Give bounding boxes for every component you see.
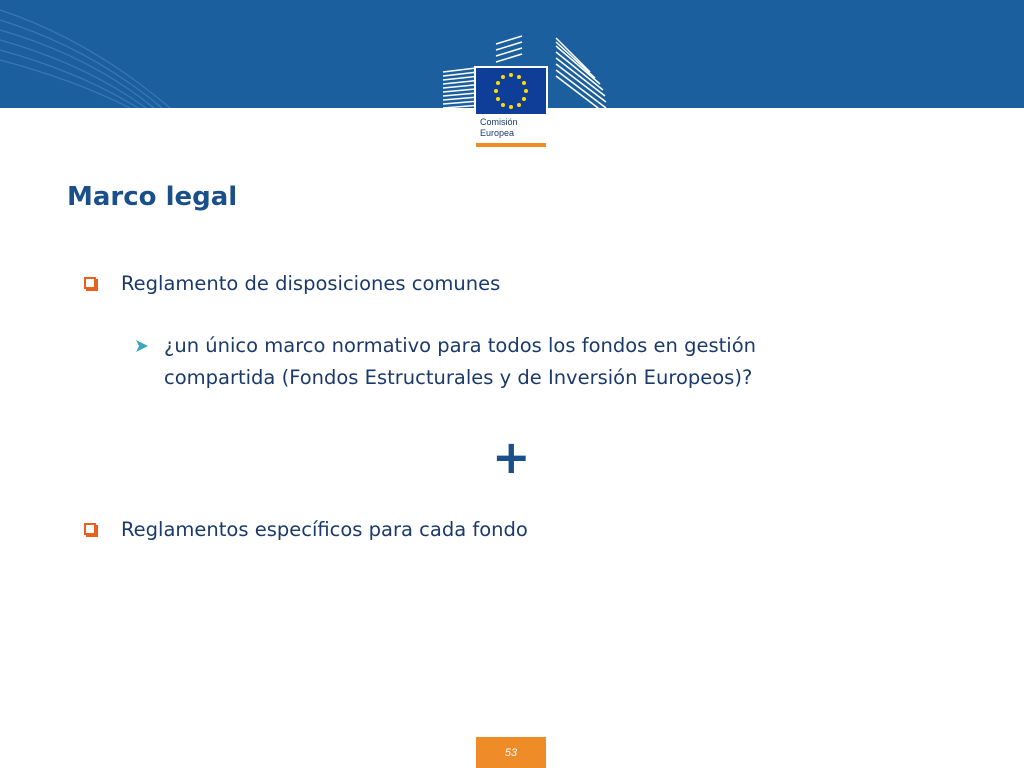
logo-line-1: Comisión: [480, 117, 518, 127]
bullet-item-1: [84, 268, 500, 300]
plus-separator: +: [492, 430, 531, 484]
commission-logo-text: [480, 117, 550, 139]
building-center-tower: [496, 36, 522, 62]
checkbox-bullet-icon: [84, 277, 96, 289]
bullet-text-2: Reglamentos específicos para cada fondo: [121, 518, 528, 541]
slide-title: Marco legal: [67, 182, 238, 212]
bullet-item-2: [84, 514, 528, 546]
arrow-bullet-icon: [134, 330, 150, 362]
building-right-wing: [556, 38, 606, 114]
logo-line-2: Europea: [480, 128, 515, 138]
checkbox-bullet-icon: [84, 523, 96, 535]
page-number: 53: [476, 737, 546, 768]
sub-bullet-item-1: [134, 330, 834, 394]
logo-underline: [476, 143, 546, 147]
sub-bullet-text-1: ¿un único marco normativo para todos los fondos en gestión compartida (Fondos Estructurales y de Inversión Europeos)?: [164, 334, 756, 389]
bullet-text-1: Reglamento de disposiciones comunes: [121, 272, 501, 295]
